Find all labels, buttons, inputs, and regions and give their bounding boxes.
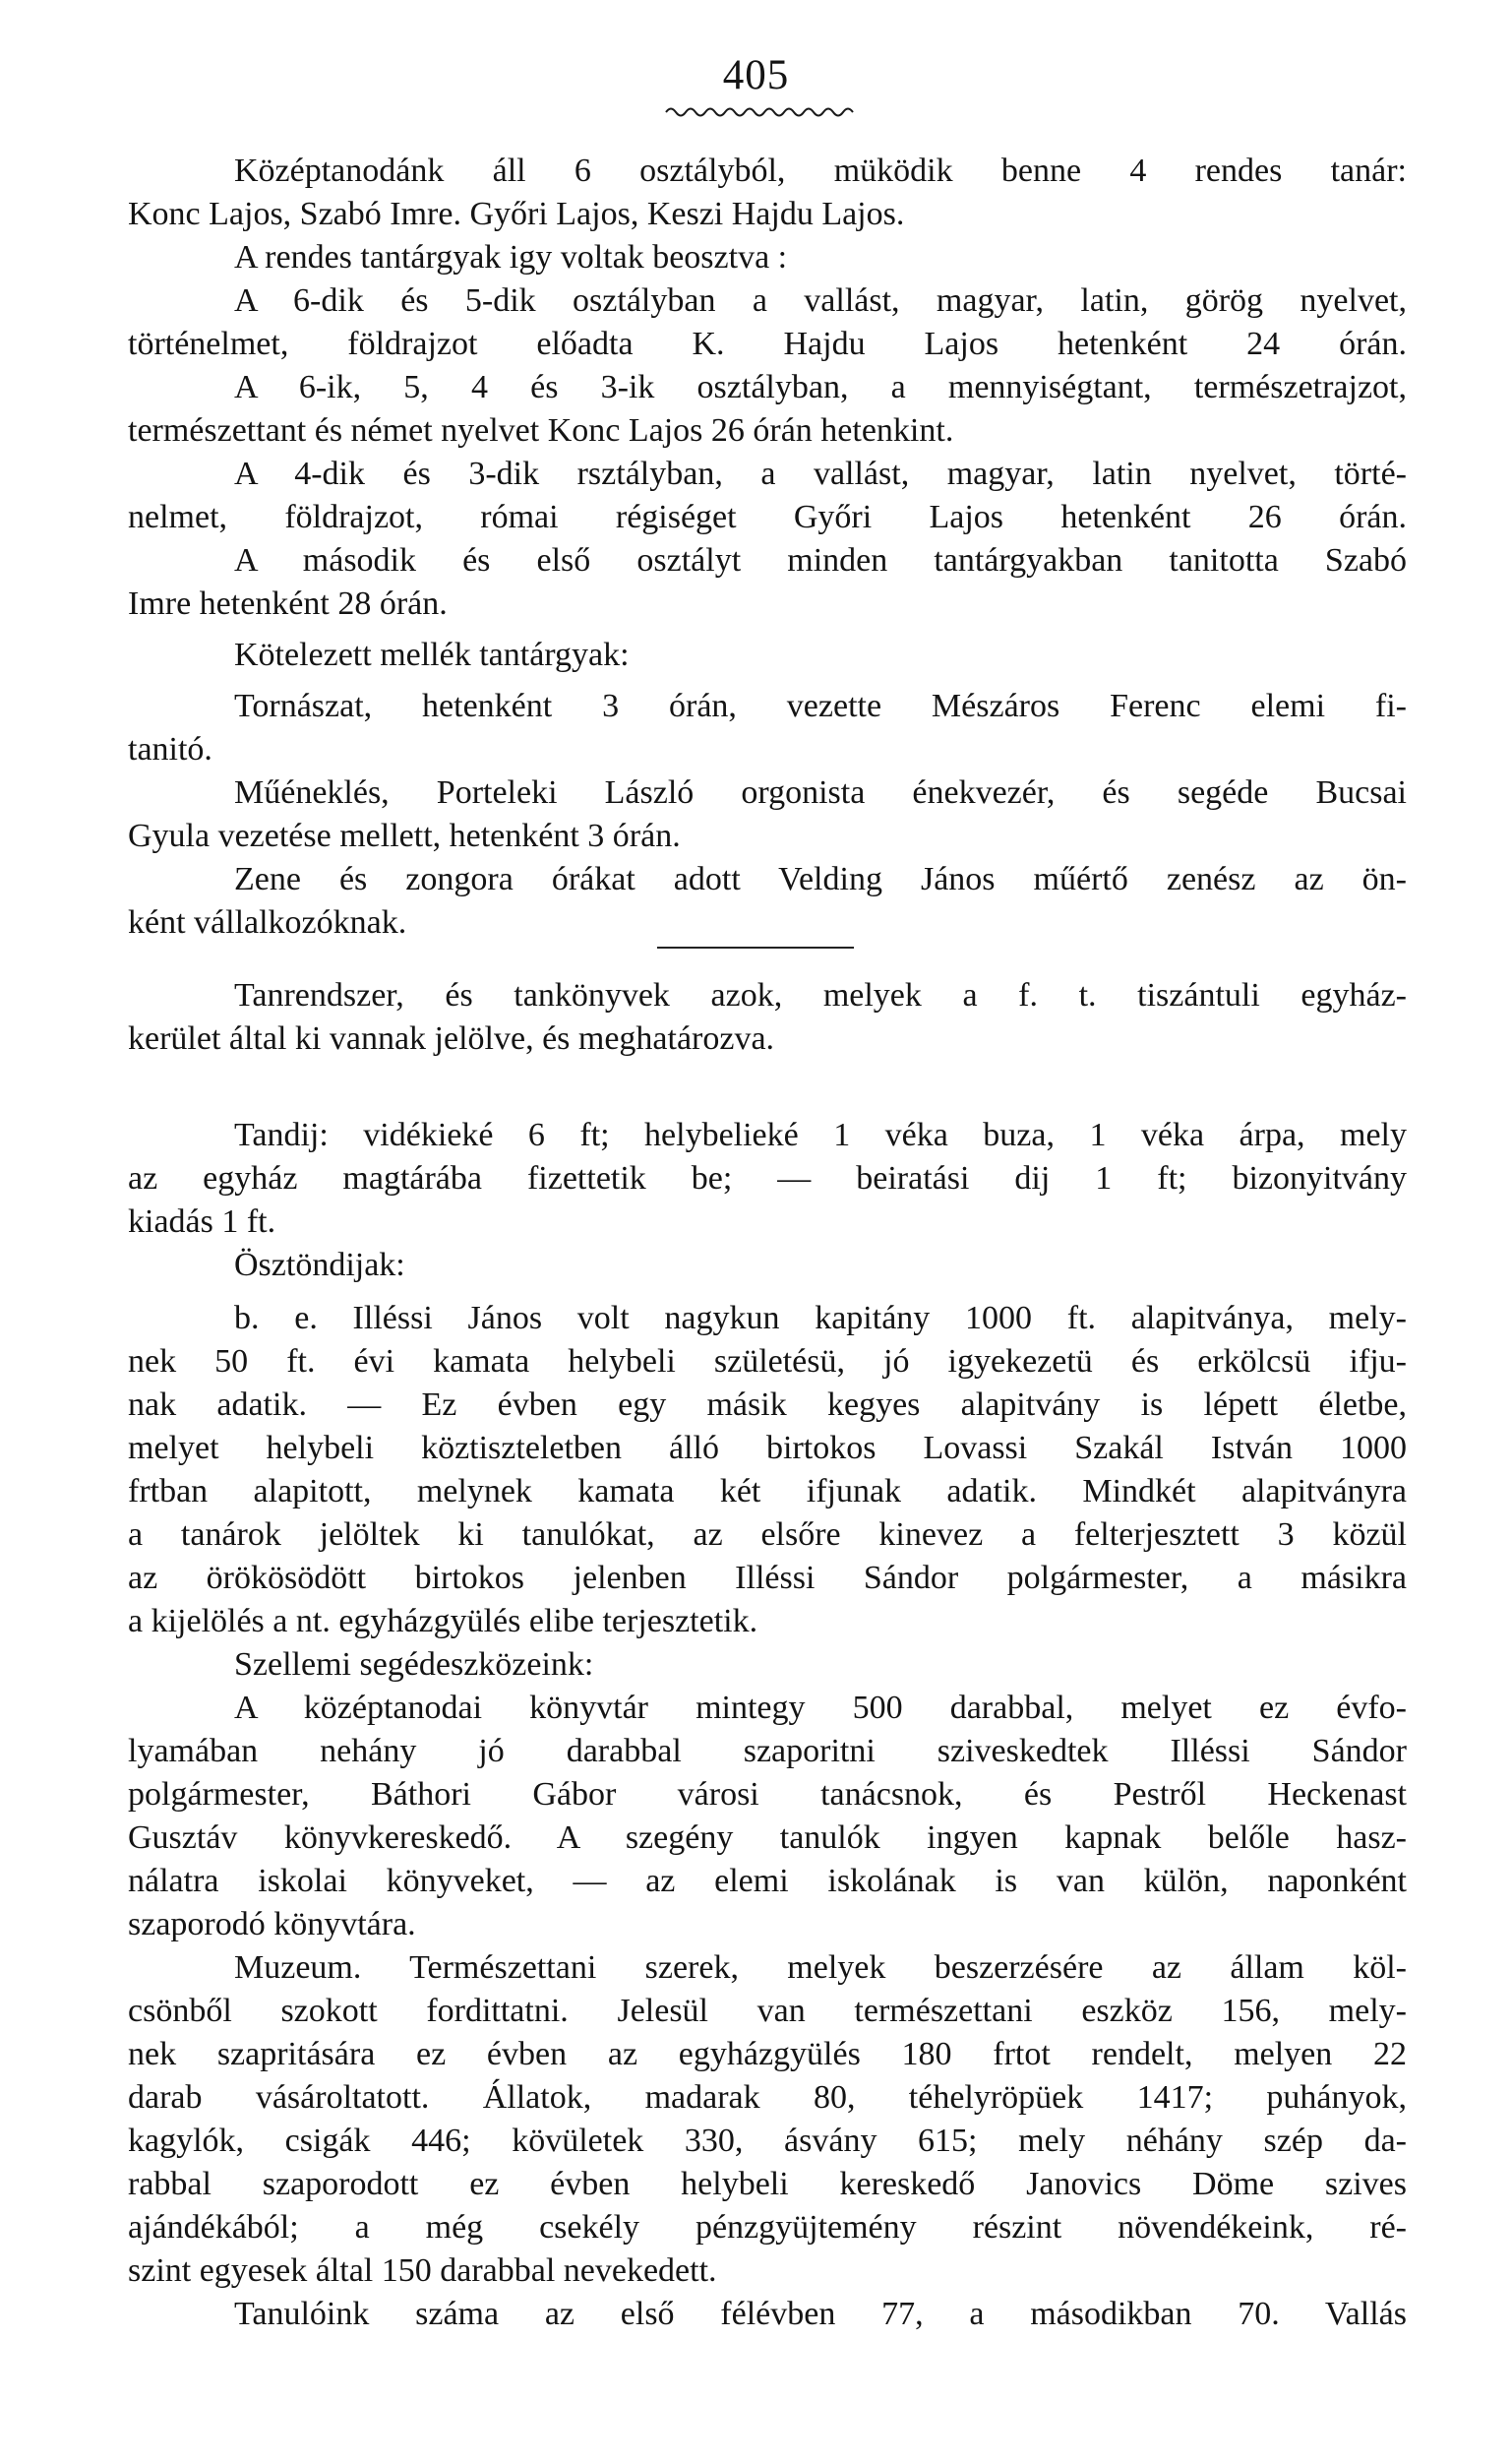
text-line-33: Szellemi segédeszközeink: [234, 1646, 594, 1683]
text-line-18: ként vállalkozóknak. [128, 904, 407, 941]
text-line-16: Gyula vezetése mellett, hetenként 3 órán. [128, 818, 681, 854]
text-line-31: az örökösödött birtokos jelenben Illéssi Sándor polgármester, a másikra [128, 1560, 1407, 1596]
text-line-1: Középtanodánk áll 6 osztályból, müködik benne 4 rendes tanár: [234, 153, 1407, 189]
text-line-47: szint egyesek által 150 darabbal nevekedett. [128, 2252, 717, 2289]
text-line-46: ajándékából; a még csekély pénzgyüjtemény részint növendékeink, ré- [128, 2209, 1407, 2246]
text-line-26: nek 50 ft. évi kamata helybeli születésü, jó igyekezetü és erkölcsü ifju- [128, 1343, 1407, 1380]
text-line-22: az egyház magtárába fizettetik be; — beiratási dij 1 ft; bizonyitvány [128, 1160, 1407, 1197]
section-divider [657, 947, 854, 949]
text-line-41: csönből szokott fordittatni. Jelesül van természettani eszköz 156, mely- [128, 1993, 1407, 2029]
text-line-37: Gusztáv könyvkereskedő. A szegény tanulók ingyen kapnak belőle hasz- [128, 1819, 1407, 1856]
text-line-9: nelmet, földrajzot, római régiséget Győri Lajos hetenként 26 órán. [128, 499, 1407, 535]
text-line-40: Muzeum. Természettani szerek, melyek beszerzésére az állam köl- [234, 1949, 1407, 1986]
text-line-4: A 6-dik és 5-dik osztályban a vallást, magyar, latin, görög nyelvet, [234, 282, 1407, 319]
text-line-43: darab vásároltatott. Állatok, madarak 80, téhelyröpüek 1417; puhányok, [128, 2079, 1407, 2116]
text-line-21: Tandij: vidékieké 6 ft; helybelieké 1 véka buza, 1 véka árpa, mely [234, 1117, 1407, 1153]
text-line-30: a tanárok jelöltek ki tanulókat, az elsőre kinevez a felterjesztett 3 közül [128, 1516, 1407, 1553]
text-line-42: nek szapritására ez évben az egyházgyülés 180 frtot rendelt, melyen 22 [128, 2036, 1407, 2072]
text-line-34: A középtanodai könyvtár mintegy 500 darabbal, melyet ez évfo- [234, 1690, 1407, 1726]
text-line-20: kerület által ki vannak jelölve, és meghatározva. [128, 1020, 775, 1057]
text-line-15: Műéneklés, Porteleki László orgonista énekvezér, és segéde Bucsai [234, 774, 1407, 811]
text-line-23: kiadás 1 ft. [128, 1203, 276, 1240]
text-line-14: tanitó. [128, 731, 212, 768]
text-line-2: Konc Lajos, Szabó Imre. Győri Lajos, Keszi Hajdu Lajos. [128, 196, 905, 232]
text-line-11: Imre hetenként 28 órán. [128, 585, 448, 622]
text-line-25: b. e. Illéssi János volt nagykun kapitány 1000 ft. alapitványa, mely- [234, 1300, 1407, 1336]
text-line-5: történelmet, földrajzot előadta K. Hajdu Lajos hetenként 24 órán. [128, 326, 1407, 362]
text-line-8: A 4-dik és 3-dik rsztályban, a vallást, magyar, latin nyelvet, törté- [234, 456, 1407, 492]
text-line-44: kagylók, csigák 446; kövületek 330, ásvány 615; mely néhány szép da- [128, 2123, 1407, 2159]
text-line-19: Tanrendszer, és tankönyvek azok, melyek a f. t. tiszántuli egyház- [234, 977, 1407, 1014]
wavy-ornament-icon [664, 104, 861, 120]
page-number: 405 [722, 52, 790, 98]
text-line-39: szaporodó könyvtára. [128, 1906, 416, 1942]
text-line-13: Tornászat, hetenként 3 órán, vezette Mészáros Ferenc elemi fi- [234, 688, 1407, 724]
text-line-17: Zene és zongora órákat adott Velding János műértő zenész az ön- [234, 861, 1407, 897]
text-line-24: Ösztöndijak: [234, 1247, 405, 1283]
text-line-12: Kötelezett mellék tantárgyak: [234, 637, 630, 673]
text-line-3: A rendes tantárgyak igy voltak beosztva : [234, 239, 788, 276]
text-line-35: lyamában nehány jó darabbal szaporitni sziveskedtek Illéssi Sándor [128, 1733, 1407, 1769]
text-line-29: frtban alapitott, melynek kamata két ifjunak adatik. Mindkét alapitványra [128, 1473, 1407, 1509]
text-line-6: A 6-ik, 5, 4 és 3-ik osztályban, a mennyiségtant, természetrajzot, [234, 369, 1407, 405]
text-line-7: természettant és német nyelvet Konc Lajos 26 órán hetenkint. [128, 412, 954, 449]
text-line-45: rabbal szaporodott ez évben helybeli kereskedő Janovics Döme szives [128, 2166, 1407, 2202]
text-line-10: A második és első osztályt minden tantárgyakban tanitotta Szabó [234, 542, 1407, 579]
text-line-28: melyet helybeli köztiszteletben álló birtokos Lovassi Szakál István 1000 [128, 1430, 1407, 1466]
text-line-48: Tanulóink száma az első félévben 77, a másodikban 70. Vallás [234, 2296, 1407, 2332]
text-line-38: nálatra iskolai könyveket, — az elemi iskolának is van külön, naponként [128, 1863, 1407, 1899]
text-line-36: polgármester, Báthori Gábor városi tanácsnok, és Pestről Heckenast [128, 1776, 1407, 1813]
text-line-27: nak adatik. — Ez évben egy másik kegyes alapitvány is lépett életbe, [128, 1386, 1407, 1423]
text-line-32: a kijelölés a nt. egyházgyülés elibe terjesztetik. [128, 1603, 758, 1639]
